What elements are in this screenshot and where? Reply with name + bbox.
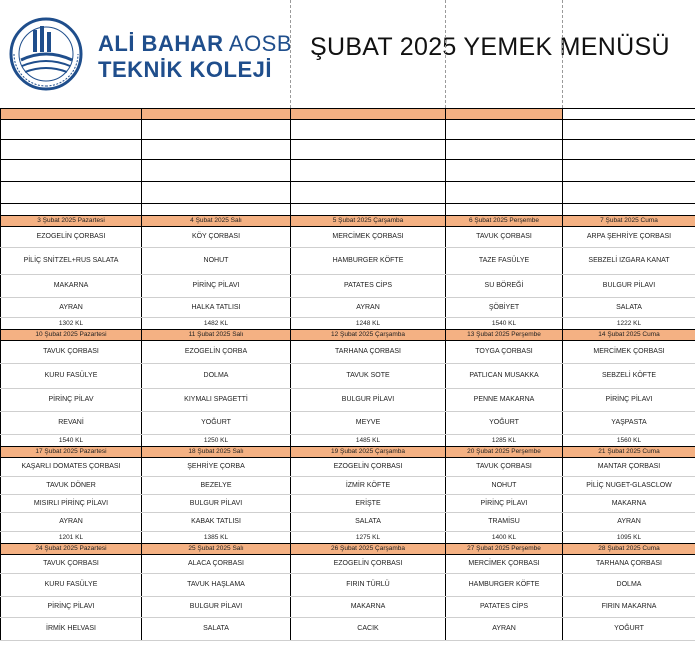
meal-cell: TAVUK HAŞLAMA: [142, 574, 291, 597]
table-cell: [142, 120, 291, 140]
day-header-row: [1, 544, 695, 555]
meal-cell: SEBZELİ KÖFTE: [563, 364, 695, 389]
day-header-row: [1, 216, 695, 227]
meal-cell: TAVUK ÇORBASI: [1, 341, 142, 364]
page-header: [0, 0, 695, 108]
meal-cell: TRAMİSU: [446, 513, 563, 532]
meal-cell: KURU FASÜLYE: [1, 364, 142, 389]
meal-cell: SALATA: [142, 618, 291, 641]
school-name-aosb: AOSB: [223, 31, 293, 56]
day-header-cell: 11 Şubat 2025 Salı: [142, 330, 291, 341]
meal-cell: PATATES CİPS: [446, 597, 563, 618]
meal-row: [1, 275, 695, 298]
calorie-cell: 1385 KL: [142, 532, 291, 544]
meal-cell: ARPA ŞEHRİYE ÇORBASI: [563, 227, 695, 248]
meal-cell: MANTAR ÇORBASI: [563, 458, 695, 477]
calorie-cell: 1285 KL: [446, 435, 563, 447]
meal-cell: HAMBURGER KÖFTE: [446, 574, 563, 597]
table-cell: [446, 204, 563, 216]
day-header-cell: 6 Şubat 2025 Perşembe: [446, 216, 563, 227]
table-cell: [142, 182, 291, 204]
table-cell: [563, 204, 695, 216]
meal-cell: KURU FASÜLYE: [1, 574, 142, 597]
meal-cell: AYRAN: [1, 513, 142, 532]
meal-cell: AYRAN: [1, 298, 142, 318]
table-cell: [446, 182, 563, 204]
day-header-cell: 12 Şubat 2025 Çarşamba: [291, 330, 446, 341]
calorie-cell: 1400 KL: [446, 532, 563, 544]
meal-cell: TOYGA ÇORBASI: [446, 341, 563, 364]
table-cell: [291, 160, 446, 182]
empty-row: [1, 182, 695, 204]
school-name-line1: [98, 31, 292, 56]
meal-row: [1, 574, 695, 597]
meal-row: [1, 597, 695, 618]
meal-cell: HALKA TATLISI: [142, 298, 291, 318]
meal-cell: HAMBURGER KÖFTE: [291, 248, 446, 275]
meal-cell: AYRAN: [563, 513, 695, 532]
meal-cell: TARHANA ÇORBASI: [291, 341, 446, 364]
table-cell: [291, 109, 446, 120]
meal-cell: PİRİNÇ PİLAVI: [563, 389, 695, 412]
meal-row: [1, 364, 695, 389]
day-header-cell: 10 Şubat 2025 Pazartesi: [1, 330, 142, 341]
day-header-cell: 17 Şubat 2025 Pazartesi: [1, 447, 142, 458]
table-cell: [291, 182, 446, 204]
day-header-cell: 24 Şubat 2025 Pazartesi: [1, 544, 142, 555]
meal-cell: AYRAN: [446, 618, 563, 641]
table-cell: [1, 120, 142, 140]
meal-cell: PİRİNÇ PİLAVI: [142, 275, 291, 298]
meal-cell: MAKARNA: [563, 495, 695, 513]
table-cell: [142, 109, 291, 120]
meal-cell: TAVUK ÇORBASI: [446, 227, 563, 248]
day-header-cell: 19 Şubat 2025 Çarşamba: [291, 447, 446, 458]
meal-cell: PİRİNÇ PİLAVI: [1, 597, 142, 618]
meal-cell: ŞÖBİYET: [446, 298, 563, 318]
meal-cell: MERCİMEK ÇORBASI: [291, 227, 446, 248]
meal-row: [1, 495, 695, 513]
day-header-cell: 20 Şubat 2025 Perşembe: [446, 447, 563, 458]
meal-row: [1, 458, 695, 477]
calorie-cell: 1540 KL: [446, 318, 563, 330]
table-cell: [563, 182, 695, 204]
meal-cell: TAZE FASÜLYE: [446, 248, 563, 275]
table-cell: [1, 204, 142, 216]
meal-row: [1, 513, 695, 532]
table-cell: [446, 120, 563, 140]
meal-row: [1, 477, 695, 495]
meal-cell: KAŞARLI DOMATES ÇORBASI: [1, 458, 142, 477]
table-cell: [563, 120, 695, 140]
school-name: [98, 31, 292, 83]
meal-cell: BULGUR PİLAVI: [142, 495, 291, 513]
table-cell: [563, 140, 695, 160]
table-cell: [446, 140, 563, 160]
page-break-line: [445, 0, 446, 108]
calorie-cell: 1560 KL: [563, 435, 695, 447]
meal-row: [1, 389, 695, 412]
calorie-row: [1, 532, 695, 544]
table-cell: [142, 140, 291, 160]
empty-row: [1, 160, 695, 182]
meal-cell: KÖY ÇORBASI: [142, 227, 291, 248]
meal-cell: EZOGELİN ÇORBASI: [1, 227, 142, 248]
day-header-cell: 18 Şubat 2025 Salı: [142, 447, 291, 458]
meal-cell: BULGUR PİLAVI: [142, 597, 291, 618]
meal-cell: YOĞURT: [446, 412, 563, 435]
meal-cell: ERİŞTE: [291, 495, 446, 513]
meal-row: [1, 618, 695, 641]
meal-cell: YOĞURT: [142, 412, 291, 435]
page-title: ŞUBAT 2025 YEMEK MENÜSÜ: [310, 33, 670, 61]
meal-cell: KIYMALI SPAGETTİ: [142, 389, 291, 412]
school-name-line2: TEKNİK KOLEJİ: [98, 57, 272, 82]
table-cell: [291, 120, 446, 140]
table-cell: [291, 140, 446, 160]
calorie-row: [1, 318, 695, 330]
meal-cell: DOLMA: [142, 364, 291, 389]
meal-cell: MISIRLI PİRİNÇ PİLAVI: [1, 495, 142, 513]
calorie-cell: 1248 KL: [291, 318, 446, 330]
day-header-row: [1, 447, 695, 458]
day-header-cell: 5 Şubat 2025 Çarşamba: [291, 216, 446, 227]
meal-cell: PENNE MAKARNA: [446, 389, 563, 412]
day-header-cell: 27 Şubat 2025 Perşembe: [446, 544, 563, 555]
meal-cell: YAŞPASTA: [563, 412, 695, 435]
day-header-cell: 13 Şubat 2025 Perşembe: [446, 330, 563, 341]
meal-cell: ALACA ÇORBASI: [142, 555, 291, 574]
calorie-cell: 1095 KL: [563, 532, 695, 544]
menu-table: [0, 108, 695, 641]
calorie-cell: 1482 KL: [142, 318, 291, 330]
meal-cell: SALATA: [563, 298, 695, 318]
meal-row: [1, 341, 695, 364]
meal-cell: SEBZELİ IZGARA KANAT: [563, 248, 695, 275]
meal-cell: MAKARNA: [1, 275, 142, 298]
day-header-cell: 3 Şubat 2025 Pazartesi: [1, 216, 142, 227]
table-cell: [563, 109, 695, 120]
calorie-cell: 1485 KL: [291, 435, 446, 447]
day-header-row: [1, 330, 695, 341]
meal-cell: NOHUT: [446, 477, 563, 495]
meal-cell: YOĞURT: [563, 618, 695, 641]
empty-row: [1, 120, 695, 140]
meal-cell: NOHUT: [142, 248, 291, 275]
meal-cell: EZOGELİN ÇORBASI: [291, 458, 446, 477]
meal-cell: DOLMA: [563, 574, 695, 597]
school-name-main: ALİ BAHAR: [98, 31, 224, 56]
meal-cell: BULGUR PİLAVI: [291, 389, 446, 412]
meal-cell: PİLİÇ SNİTZEL+RUS SALATA: [1, 248, 142, 275]
table-cell: [291, 204, 446, 216]
calorie-row: [1, 435, 695, 447]
meal-cell: FIRIN MAKARNA: [563, 597, 695, 618]
meal-cell: BEZELYE: [142, 477, 291, 495]
table-cell: [142, 204, 291, 216]
day-header-cell: 7 Şubat 2025 Cuma: [563, 216, 695, 227]
meal-cell: PİRİNÇ PİLAVI: [446, 495, 563, 513]
calorie-cell: 1540 KL: [1, 435, 142, 447]
meal-cell: TAVUK DÖNER: [1, 477, 142, 495]
table-cell: [1, 182, 142, 204]
meal-cell: SU BÖREĞİ: [446, 275, 563, 298]
table-cell: [1, 160, 142, 182]
calorie-cell: 1250 KL: [142, 435, 291, 447]
meal-cell: MEYVE: [291, 412, 446, 435]
meal-cell: TAVUK ÇORBASI: [1, 555, 142, 574]
meal-row: [1, 227, 695, 248]
meal-row: [1, 412, 695, 435]
meal-cell: CACIK: [291, 618, 446, 641]
meal-cell: MAKARNA: [291, 597, 446, 618]
meal-cell: SALATA: [291, 513, 446, 532]
meal-cell: EZOGELİN ÇORBA: [142, 341, 291, 364]
day-header-cell: 25 Şubat 2025 Salı: [142, 544, 291, 555]
meal-cell: TAVUK ÇORBASI: [446, 458, 563, 477]
page-break-line: [290, 0, 291, 108]
table-cell: [1, 109, 142, 120]
meal-cell: İRMİK HELVASI: [1, 618, 142, 641]
meal-row: [1, 298, 695, 318]
day-header-cell: 4 Şubat 2025 Salı: [142, 216, 291, 227]
meal-cell: PİRİNÇ PİLAV: [1, 389, 142, 412]
table-cell: [1, 140, 142, 160]
meal-cell: PİLİÇ NUGET-GLASCLOW: [563, 477, 695, 495]
table-cell: [563, 160, 695, 182]
meal-cell: İZMİR KÖFTE: [291, 477, 446, 495]
table-cell: [446, 160, 563, 182]
empty-row: [1, 140, 695, 160]
meal-cell: REVANİ: [1, 412, 142, 435]
meal-cell: MERCİMEK ÇORBASI: [563, 341, 695, 364]
meal-cell: ŞEHRİYE ÇORBA: [142, 458, 291, 477]
empty-row: [1, 204, 695, 216]
page-break-line: [562, 0, 563, 108]
calorie-cell: 1222 KL: [563, 318, 695, 330]
calorie-cell: 1201 KL: [1, 532, 142, 544]
day-header-cell: 28 Şubat 2025 Cuma: [563, 544, 695, 555]
meal-cell: KABAK TATLISI: [142, 513, 291, 532]
meal-row: [1, 555, 695, 574]
school-logo: [6, 12, 94, 96]
calorie-cell: 1302 KL: [1, 318, 142, 330]
table-cell: [142, 160, 291, 182]
meal-cell: AYRAN: [291, 298, 446, 318]
day-header-cell: 14 Şubat 2025 Cuma: [563, 330, 695, 341]
meal-cell: PATATES CİPS: [291, 275, 446, 298]
meal-cell: TARHANA ÇORBASI: [563, 555, 695, 574]
table-cell: [446, 109, 563, 120]
day-header-cell: 26 Şubat 2025 Çarşamba: [291, 544, 446, 555]
calorie-cell: 1275 KL: [291, 532, 446, 544]
meal-cell: BULGUR PİLAVI: [563, 275, 695, 298]
meal-cell: MERCİMEK ÇORBASI: [446, 555, 563, 574]
meal-cell: EZOGELİN ÇORBASI: [291, 555, 446, 574]
meal-cell: TAVUK SOTE: [291, 364, 446, 389]
day-header-cell: 21 Şubat 2025 Cuma: [563, 447, 695, 458]
meal-cell: FIRIN TÜRLÜ: [291, 574, 446, 597]
empty-header-row: [1, 109, 695, 120]
meal-row: [1, 248, 695, 275]
meal-cell: PATLICAN MUSAKKA: [446, 364, 563, 389]
